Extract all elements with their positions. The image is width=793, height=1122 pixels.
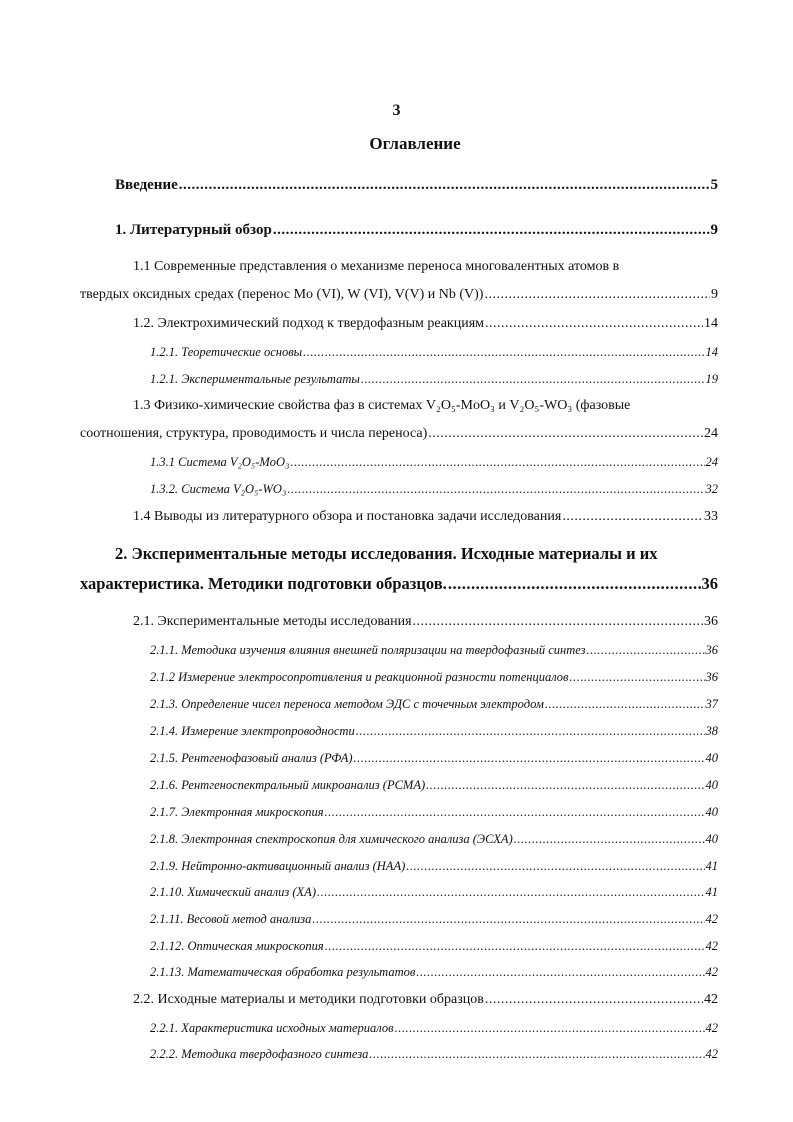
toc-entry-page: 40	[705, 778, 718, 792]
toc-subentry[interactable]	[150, 776, 718, 794]
toc-entry-chapter-2[interactable]	[80, 575, 718, 593]
toc-entry-1-3[interactable]	[80, 425, 718, 443]
toc-leader	[485, 315, 703, 333]
toc-leader	[273, 221, 710, 239]
toc-leader	[312, 910, 704, 928]
toc-leader	[303, 343, 704, 361]
toc-subentry[interactable]	[150, 963, 718, 981]
toc-leader	[356, 722, 705, 740]
toc-subentry[interactable]	[150, 695, 718, 713]
toc-leader	[484, 286, 710, 304]
toc-leader	[290, 453, 704, 471]
toc-entry-page: 36	[705, 643, 718, 657]
toc-entry-page: 40	[705, 832, 718, 846]
toc-leader	[395, 1019, 705, 1037]
toc-entry-page: 38	[705, 724, 718, 738]
toc-entry-1-2-1b[interactable]	[150, 370, 718, 388]
toc-subentry[interactable]	[150, 1045, 718, 1063]
toc-entry-label: твердых оксидных средах (перенос Mo (VI), W (VI), V(V) и Nb (V))	[80, 287, 484, 302]
toc-entry-label: 2.1.10. Химический анализ (ХА)	[150, 885, 316, 899]
toc-subentry[interactable]	[150, 1019, 718, 1037]
toc-entry-page: 41	[705, 859, 718, 873]
toc-entry-page: 40	[705, 751, 718, 765]
toc-entry-label: 2.1.11. Весовой метод анализа	[150, 912, 312, 926]
toc-entry-1-3-2[interactable]	[150, 480, 718, 498]
toc-entry-label: 2.2.2. Методика твердофазного синтеза	[150, 1047, 369, 1061]
toc-entry-label: 2.1.3. Определение чисел переноса методом ЭДС с точечным электродом	[150, 697, 544, 711]
toc-subentry[interactable]	[150, 722, 718, 740]
toc-entry-1-3-1[interactable]	[150, 453, 718, 471]
toc-entry-page: 5	[710, 177, 718, 193]
toc-entry-label: соотношения, структура, проводимость и числа переноса)	[80, 426, 428, 441]
toc-subentry[interactable]	[150, 937, 718, 955]
toc-entry-label: 2.1.1. Методика изучения влияния внешней поляризации на твердофазный синтез	[150, 643, 586, 657]
toc-leader	[416, 963, 704, 981]
toc-entry-label: 2.1.8. Электронная спектроскопия для химического анализа (ЭСХА)	[150, 832, 513, 846]
toc-leader	[361, 370, 705, 388]
toc-leader	[562, 508, 703, 526]
toc-leader	[369, 1045, 704, 1063]
toc-entry-page: 42	[705, 1047, 718, 1061]
toc-entry-label: 1.3.1 Система V₂O₅-MoO₃	[150, 455, 290, 469]
toc-entry-label: Введение	[115, 177, 178, 193]
toc-leader	[448, 575, 701, 593]
toc-entry-page: 9	[710, 222, 718, 238]
toc-entry-1-3-line1[interactable]: 1.3 Физико-химические свойства фаз в системах V₂O₅-MoO₃ и V₂O₅-WO₃ (фазовые	[133, 398, 631, 413]
toc-entry-label: 1.2. Электрохимический подход к твердофазным реакциям	[133, 316, 485, 331]
toc-leader	[413, 613, 703, 631]
toc-leader	[485, 991, 703, 1009]
toc-entry-intro[interactable]	[115, 176, 718, 194]
toc-subentry[interactable]	[150, 857, 718, 875]
toc-entry-page: 36	[704, 614, 718, 629]
toc-entry-1-2-1a[interactable]	[150, 343, 718, 361]
toc-subentry[interactable]	[150, 910, 718, 928]
toc-entry-label: 2.1.4. Измерение электропроводности	[150, 724, 355, 738]
toc-subentry[interactable]	[150, 830, 718, 848]
toc-entry-label: 1.4 Выводы из литературного обзора и постановка задачи исследования	[133, 509, 562, 524]
toc-leader	[354, 749, 705, 767]
toc-leader	[325, 803, 705, 821]
toc-entry-page: 42	[705, 1021, 718, 1035]
toc-entry-1-2[interactable]	[133, 315, 718, 333]
toc-entry-1-1-line1[interactable]: 1.1 Современные представления о механизме переноса многовалентных атомов в	[133, 259, 620, 274]
toc-leader	[317, 883, 705, 901]
toc-entry-page: 14	[704, 316, 718, 331]
toc-entry-chapter-2-line1[interactable]: 2. Экспериментальные методы исследования. Исходные материалы и их	[115, 544, 658, 563]
toc-entry-page: 36	[701, 574, 718, 593]
page-number: 3	[392, 102, 401, 119]
toc-entry-label: 2.1.5. Рентгенофазовый анализ (РФА)	[150, 751, 353, 765]
toc-entry-label: 1.2.1. Теоретические основы	[150, 345, 303, 359]
toc-entry-label: 2.1. Экспериментальные методы исследования	[133, 614, 412, 629]
toc-leader	[179, 176, 710, 194]
toc-entry-label: 2.1.9. Нейтронно-активационный анализ (НАА)	[150, 859, 406, 873]
toc-title: Оглавление	[369, 134, 461, 153]
toc-entry-page: 24	[704, 426, 718, 441]
toc-leader	[545, 695, 705, 713]
toc-leader	[428, 425, 703, 443]
toc-entry-page: 24	[705, 455, 718, 469]
toc-leader	[287, 480, 704, 498]
toc-entry-page: 40	[705, 805, 718, 819]
toc-entry-label: 2.1.6. Рентгеноспектральный микроанализ (РСМА)	[150, 778, 426, 792]
toc-entry-label: характеристика. Методики подготовки образцов.	[80, 574, 447, 593]
toc-entry-page: 42	[704, 992, 718, 1007]
toc-entry-page: 32	[705, 482, 718, 496]
toc-entry-label: 2.2.1. Характеристика исходных материалов	[150, 1021, 394, 1035]
toc-entry-page: 9	[711, 287, 718, 302]
toc-subentry[interactable]	[150, 641, 718, 659]
toc-leader	[570, 668, 705, 686]
toc-entry-page: 37	[705, 697, 718, 711]
toc-entry-page: 41	[705, 885, 718, 899]
toc-entry-page: 42	[705, 939, 718, 953]
toc-entry-2-2[interactable]	[133, 991, 718, 1009]
toc-entry-page: 42	[705, 965, 718, 979]
toc-entry-page: 33	[704, 509, 718, 524]
toc-entry-1-1[interactable]	[80, 286, 718, 304]
toc-entry-page: 14	[705, 345, 718, 359]
toc-entry-label: 1.3.2. Система V₂O₅-WO₃	[150, 482, 287, 496]
toc-entry-label: 2.1.2 Измерение электросопротивления и реакционной разности потенциалов	[150, 670, 569, 684]
toc-leader	[406, 857, 704, 875]
toc-entry-label: 2.1.13. Математическая обработка результатов	[150, 965, 416, 979]
toc-leader	[587, 641, 705, 659]
toc-entry-label: 1. Литературный обзор	[115, 222, 272, 238]
toc-entry-label: 2.1.7. Электронная микроскопия	[150, 805, 324, 819]
toc-leader	[426, 776, 704, 794]
toc-entry-label: 2.1.12. Оптическая микроскопия	[150, 939, 324, 953]
toc-leader	[514, 830, 705, 848]
toc-subentry[interactable]	[150, 668, 718, 686]
toc-entry-page: 19	[705, 372, 718, 386]
toc-subentry[interactable]	[150, 749, 718, 767]
toc-entry-1-4[interactable]	[133, 508, 718, 526]
toc-subentry[interactable]	[150, 803, 718, 821]
toc-leader	[325, 937, 705, 955]
toc-entry-label: 1.2.1. Экспериментальные результаты	[150, 372, 360, 386]
toc-subentry[interactable]	[150, 883, 718, 901]
toc-entry-page: 42	[705, 912, 718, 926]
toc-entry-chapter-1[interactable]	[115, 221, 718, 239]
toc-entry-page: 36	[705, 670, 718, 684]
toc-entry-label: 2.2. Исходные материалы и методики подготовки образцов	[133, 992, 484, 1007]
toc-entry-2-1[interactable]	[133, 613, 718, 631]
